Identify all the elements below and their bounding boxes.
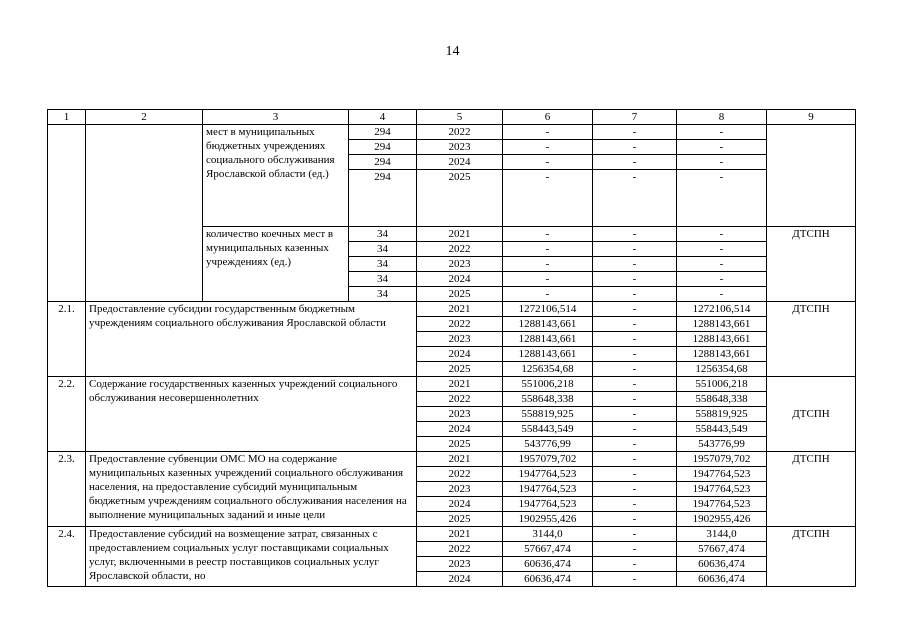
indicator-value: 294 — [349, 125, 417, 140]
section-number: 2.2. — [48, 377, 86, 452]
header-cell: 4 — [349, 110, 417, 125]
amount-cell: - — [593, 437, 677, 452]
amount-cell: 558443,549 — [677, 422, 767, 437]
amount-cell: - — [593, 407, 677, 422]
year-cell: 2021 — [417, 527, 503, 542]
indicator-value: 34 — [349, 242, 417, 257]
amount-cell: - — [503, 125, 593, 140]
amount-cell: - — [503, 155, 593, 170]
amount-cell: - — [593, 125, 677, 140]
year-cell: 2024 — [417, 572, 503, 587]
year-cell: 2025 — [417, 362, 503, 377]
amount-cell: 1947764,523 — [503, 482, 593, 497]
header-cell: 8 — [677, 110, 767, 125]
amount-cell: 60636,474 — [503, 572, 593, 587]
amount-cell: - — [593, 257, 677, 272]
indicator-value: 34 — [349, 227, 417, 242]
amount-cell: - — [593, 317, 677, 332]
amount-cell: 558819,925 — [677, 407, 767, 422]
amount-cell: 57667,474 — [677, 542, 767, 557]
amount-cell: 551006,218 — [677, 377, 767, 392]
amount-cell: 558819,925 — [503, 407, 593, 422]
amount-cell: - — [593, 452, 677, 467]
year-cell: 2021 — [417, 377, 503, 392]
amount-cell: 558648,338 — [677, 392, 767, 407]
amount-cell: 57667,474 — [503, 542, 593, 557]
amount-cell: - — [593, 542, 677, 557]
year-cell: 2023 — [417, 257, 503, 272]
amount-cell: 1272106,514 — [677, 302, 767, 317]
amount-cell: 1947764,523 — [677, 467, 767, 482]
amount-cell: - — [677, 170, 767, 227]
year-cell: 2022 — [417, 125, 503, 140]
table-body — [48, 110, 856, 587]
amount-cell: - — [593, 362, 677, 377]
amount-cell: 558443,549 — [503, 422, 593, 437]
year-cell: 2025 — [417, 287, 503, 302]
amount-cell: 543776,99 — [503, 437, 593, 452]
amount-cell: 1947764,523 — [677, 482, 767, 497]
amount-cell: - — [593, 272, 677, 287]
indicator-value: 294 — [349, 170, 417, 227]
year-cell: 2022 — [417, 317, 503, 332]
indicator-text: мест в муниципальных бюджетных учреждениях социального обслуживания Ярославской области (ед.) — [203, 125, 349, 227]
amount-cell: - — [503, 242, 593, 257]
amount-cell: 1288143,661 — [503, 347, 593, 362]
amount-cell: 1288143,661 — [677, 347, 767, 362]
indicator-value: 294 — [349, 155, 417, 170]
year-cell: 2025 — [417, 512, 503, 527]
header-row — [48, 110, 856, 125]
year-cell: 2023 — [417, 557, 503, 572]
amount-cell: 1288143,661 — [677, 317, 767, 332]
amount-cell: 1256354,68 — [503, 362, 593, 377]
amount-cell: - — [593, 482, 677, 497]
amount-cell: 1947764,523 — [503, 467, 593, 482]
section-title: Предоставление субсидий на возмещение затрат, связанных с предоставлением социальных услуг поставщиками социальных услуг, включенными в реестр поставщиков социальных услуг Ярославской области, но — [86, 527, 417, 587]
amount-cell: 60636,474 — [677, 572, 767, 587]
amount-cell: 60636,474 — [677, 557, 767, 572]
amount-cell: 1288143,661 — [503, 332, 593, 347]
program-table — [47, 109, 856, 587]
table-row — [48, 452, 856, 467]
amount-cell: - — [677, 242, 767, 257]
amount-cell: 1947764,523 — [677, 497, 767, 512]
amount-cell: 3144,0 — [503, 527, 593, 542]
amount-cell: - — [677, 140, 767, 155]
executor-cell-empty — [767, 125, 856, 227]
year-cell: 2024 — [417, 347, 503, 362]
amount-cell: - — [593, 170, 677, 227]
amount-cell: 1947764,523 — [503, 497, 593, 512]
amount-cell: 1902955,426 — [503, 512, 593, 527]
header-cell: 9 — [767, 110, 856, 125]
year-cell: 2022 — [417, 242, 503, 257]
executor-cell: ДТСПН — [767, 527, 856, 587]
indicator-value: 34 — [349, 272, 417, 287]
table-row — [48, 527, 856, 542]
amount-cell: - — [503, 227, 593, 242]
amount-cell: 1256354,68 — [677, 362, 767, 377]
amount-cell: - — [503, 257, 593, 272]
header-cell: 7 — [593, 110, 677, 125]
amount-cell: - — [593, 242, 677, 257]
indicator-value: 294 — [349, 140, 417, 155]
amount-cell: - — [503, 170, 593, 227]
year-cell: 2022 — [417, 392, 503, 407]
section-title: Предоставление субвенции ОМС МО на содержание муниципальных казенных учреждений социального обслуживания населения, на предоставление субсидий муниципальным бюджетным учреждениям социального обслуживания населения на выполнение муниципальных заданий и иные цели — [86, 452, 417, 527]
amount-cell: 1957079,702 — [503, 452, 593, 467]
year-cell: 2023 — [417, 332, 503, 347]
amount-cell: - — [593, 155, 677, 170]
executor-cell: ДТСПН — [767, 227, 856, 302]
amount-cell: - — [677, 125, 767, 140]
amount-cell: 3144,0 — [677, 527, 767, 542]
year-cell: 2024 — [417, 272, 503, 287]
executor-cell: ДТСПН — [767, 302, 856, 377]
header-cell: 3 — [203, 110, 349, 125]
year-cell: 2023 — [417, 407, 503, 422]
year-cell: 2023 — [417, 140, 503, 155]
amount-cell: - — [677, 257, 767, 272]
amount-cell: - — [593, 422, 677, 437]
amount-cell: 1288143,661 — [677, 332, 767, 347]
amount-cell: - — [677, 287, 767, 302]
amount-cell: - — [593, 302, 677, 317]
header-cell: 1 — [48, 110, 86, 125]
amount-cell: - — [593, 140, 677, 155]
amount-cell: 543776,99 — [677, 437, 767, 452]
header-cell: 6 — [503, 110, 593, 125]
year-cell: 2021 — [417, 302, 503, 317]
amount-cell: - — [593, 347, 677, 362]
amount-cell: - — [677, 155, 767, 170]
year-cell: 2021 — [417, 452, 503, 467]
section-title: Предоставление субсидии государственным бюджетным учреждениям социального обслуживания Ярославской области — [86, 302, 417, 377]
amount-cell: - — [593, 497, 677, 512]
year-cell: 2022 — [417, 467, 503, 482]
table-row — [48, 377, 856, 392]
amount-cell: - — [593, 572, 677, 587]
section-number: 2.4. — [48, 527, 86, 587]
year-cell: 2025 — [417, 437, 503, 452]
section-number: 2.1. — [48, 302, 86, 377]
amount-cell: - — [593, 467, 677, 482]
executor-cell: ДТСПН — [767, 452, 856, 527]
year-cell: 2022 — [417, 542, 503, 557]
amount-cell: - — [503, 140, 593, 155]
amount-cell: 60636,474 — [503, 557, 593, 572]
indicator-text: количество коечных мест в муниципальных казенных учреждениях (ед.) — [203, 227, 349, 302]
indicator-value: 34 — [349, 257, 417, 272]
name-cell-empty — [86, 125, 203, 302]
amount-cell: - — [677, 272, 767, 287]
section-number: 2.3. — [48, 452, 86, 527]
amount-cell: - — [593, 557, 677, 572]
amount-cell: - — [593, 287, 677, 302]
amount-cell: - — [593, 332, 677, 347]
header-cell: 5 — [417, 110, 503, 125]
table-row — [48, 125, 856, 140]
year-cell: 2025 — [417, 170, 503, 227]
header-cell: 2 — [86, 110, 203, 125]
amount-cell: 1288143,661 — [503, 317, 593, 332]
year-cell: 2023 — [417, 482, 503, 497]
amount-cell: 551006,218 — [503, 377, 593, 392]
executor-cell: ДТСПН — [767, 377, 856, 452]
amount-cell: - — [503, 272, 593, 287]
year-cell: 2024 — [417, 497, 503, 512]
amount-cell: - — [593, 512, 677, 527]
amount-cell: - — [503, 287, 593, 302]
section-title: Содержание государственных казенных учреждений социального обслуживания несовершеннолетних — [86, 377, 417, 452]
amount-cell: 1272106,514 — [503, 302, 593, 317]
amount-cell: - — [593, 392, 677, 407]
page-number: 14 — [445, 44, 460, 59]
year-cell: 2021 — [417, 227, 503, 242]
amount-cell: - — [593, 227, 677, 242]
amount-cell: - — [677, 227, 767, 242]
year-cell: 2024 — [417, 155, 503, 170]
table-row — [48, 302, 856, 317]
amount-cell: 1957079,702 — [677, 452, 767, 467]
indicator-value: 34 — [349, 287, 417, 302]
num-cell-empty — [48, 125, 86, 302]
amount-cell: 1902955,426 — [677, 512, 767, 527]
year-cell: 2024 — [417, 422, 503, 437]
amount-cell: 558648,338 — [503, 392, 593, 407]
amount-cell: - — [593, 527, 677, 542]
amount-cell: - — [593, 377, 677, 392]
